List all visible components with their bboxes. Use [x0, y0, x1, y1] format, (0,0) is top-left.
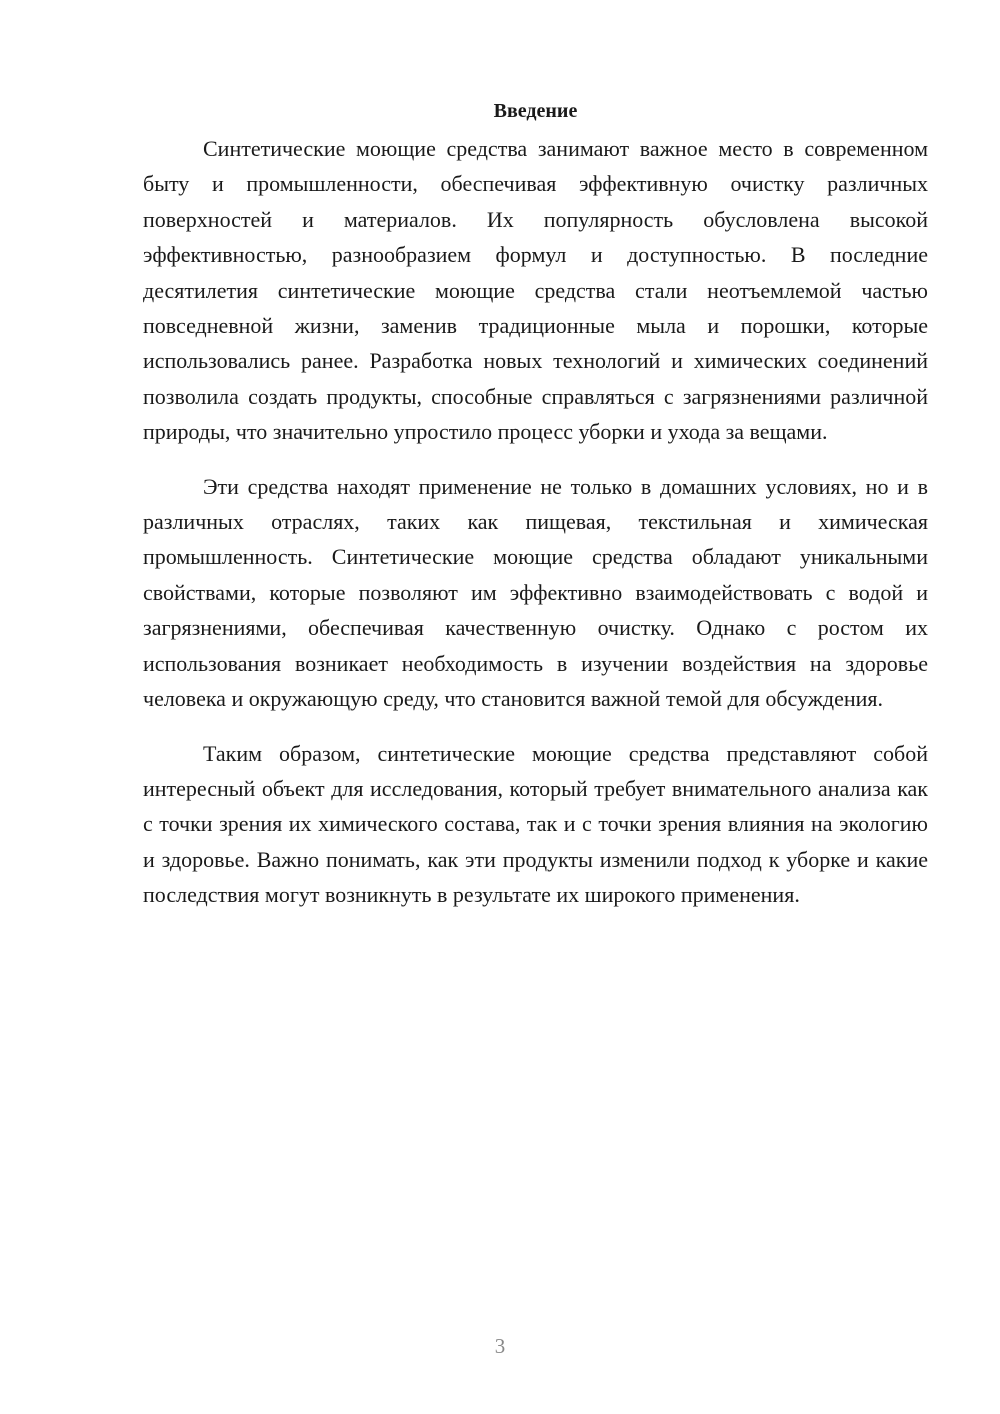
paragraph-1: Синтетические моющие средства занимают важное место в современном быту и промышленности, обеспечивая эффективную очистку различных поверхностей и материалов. Их популярность обусловлена высокой эффективностью, разнообразием формул и доступностью. В последние десятилетия синтетические моющие средства стали неотъемлемой частью повседневной жизни, заменив традиционные мыла и порошки, которые использовались ранее. Разработка новых технологий и химических соединений позволила создать продукты, способные справляться с загрязнениями различной природы, что значительно упростило процесс уборки и ухода за вещами. — [143, 136, 928, 445]
section-title: Введение — [493, 100, 578, 122]
paragraph-2: Эти средства находят применение не только в домашних условиях, но и в различных отраслях, таких как пищевая, текстильная и химическая промышленность. Синтетические моющие средства обладают уникальными свойствами, которые позволяют им эффективно взаимодействовать с водой и загрязнениями, обеспечивая качественную очистку. Однако с ростом их использования возникает необходимость в изучении воздействия на здоровье человека и окружающую среду, что становится важной темой для обсуждения. — [143, 473, 928, 712]
paragraph-3: Таким образом, синтетические моющие средства представляют собой интересный объект для исследования, который требует внимательного анализа как с точки зрения их химического состава, так и с точки зрения влияния на экологию и здоровье. Важно понимать, как эти продукты изменили подход к уборке и какие последствия могут возникнуть в результате их широкого применения. — [143, 740, 928, 908]
page-content — [143, 93, 928, 932]
page-number: 3 — [494, 1334, 506, 1358]
